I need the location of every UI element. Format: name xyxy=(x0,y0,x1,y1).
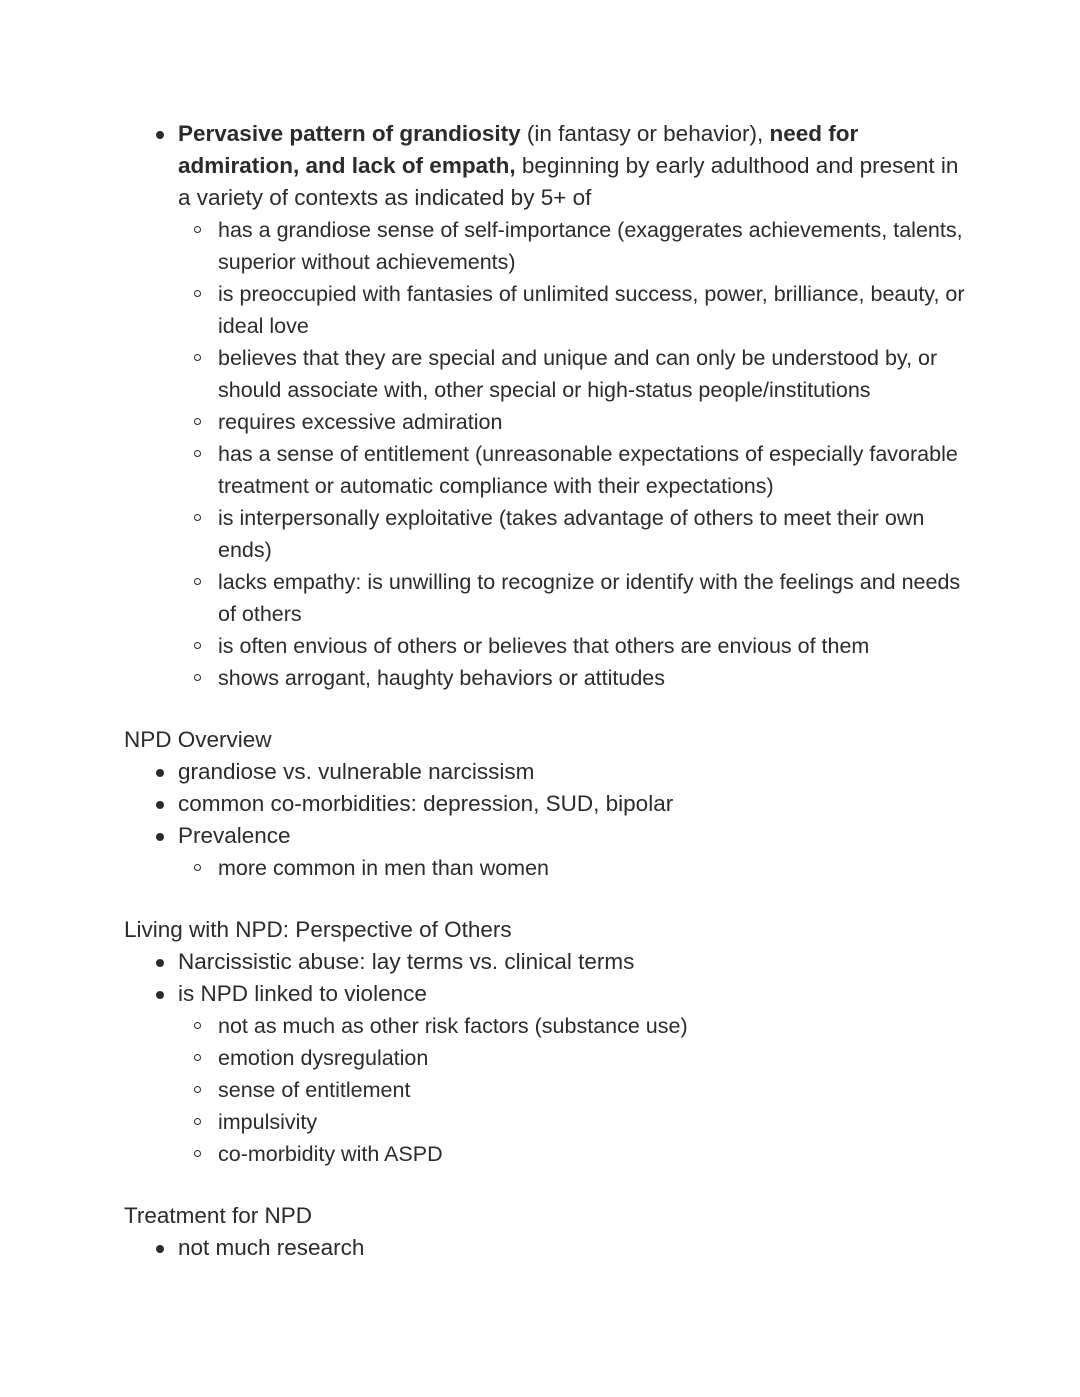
criteria-main-bullet xyxy=(124,118,970,694)
list-item: impulsivity xyxy=(178,1106,970,1138)
list-item-label: Narcissistic abuse: lay terms vs. clinical terms xyxy=(178,949,635,974)
section-list-npd-overview xyxy=(124,756,970,884)
criteria-bold-2: need for admiration, and lack of empath, xyxy=(178,121,859,178)
list-item: more common in men than women xyxy=(178,852,970,884)
list-item-label: not much research xyxy=(178,1235,365,1260)
list-item xyxy=(124,1232,970,1264)
list-item xyxy=(124,946,970,978)
list-item: not as much as other risk factors (substance use) xyxy=(178,1010,970,1042)
list-item: is preoccupied with fantasies of unlimited success, power, brilliance, beauty, or ideal love xyxy=(178,278,970,342)
list-item-label: is NPD linked to violence xyxy=(178,981,427,1006)
list-item: has a grandiose sense of self-importance (exaggerates achievements, talents, superior without achievements) xyxy=(178,214,970,278)
sub-list xyxy=(178,1010,970,1170)
section-list-living-with-npd xyxy=(124,946,970,1170)
section-heading-treatment-for-npd: Treatment for NPD xyxy=(124,1203,312,1228)
list-item: believes that they are special and unique and can only be understood by, or should associate with, other special or high-status people/institutions xyxy=(178,342,970,406)
list-item: shows arrogant, haughty behaviors or attitudes xyxy=(178,662,970,694)
section-spacer xyxy=(124,694,970,724)
criteria-text xyxy=(178,121,958,210)
section-heading-living-with-npd: Living with NPD: Perspective of Others xyxy=(124,917,512,942)
list-item-label: Prevalence xyxy=(178,823,291,848)
list-item: emotion dysregulation xyxy=(178,1042,970,1074)
list-item: is interpersonally exploitative (takes advantage of others to meet their own ends) xyxy=(178,502,970,566)
criteria-sub-list xyxy=(178,214,970,694)
section-heading-npd-overview: NPD Overview xyxy=(124,727,272,752)
section-spacer xyxy=(124,884,970,914)
section-spacer xyxy=(124,1170,970,1200)
sub-list xyxy=(178,852,970,884)
list-item: has a sense of entitlement (unreasonable expectations of especially favorable treatment or automatic compliance with their expectations) xyxy=(178,438,970,502)
list-item: lacks empathy: is unwilling to recognize or identify with the feelings and needs of others xyxy=(178,566,970,630)
criteria-bold-1: Pervasive pattern of grandiosity xyxy=(178,121,521,146)
list-item: co-morbidity with ASPD xyxy=(178,1138,970,1170)
list-item: requires excessive admiration xyxy=(178,406,970,438)
criteria-plain-2: beginning by early adulthood and present in a variety of contexts as indicated by 5+ of xyxy=(178,153,959,210)
list-item-label: grandiose vs. vulnerable narcissism xyxy=(178,759,535,784)
criteria-list xyxy=(124,118,970,694)
section-list-treatment-for-npd xyxy=(124,1232,970,1264)
list-item xyxy=(124,788,970,820)
criteria-plain-1: (in fantasy or behavior), xyxy=(520,121,770,146)
list-item: sense of entitlement xyxy=(178,1074,970,1106)
list-item-label: common co-morbidities: depression, SUD, bipolar xyxy=(178,791,674,816)
list-item xyxy=(124,978,970,1170)
list-item: is often envious of others or believes that others are envious of them xyxy=(178,630,970,662)
list-item xyxy=(124,820,970,884)
list-item xyxy=(124,756,970,788)
